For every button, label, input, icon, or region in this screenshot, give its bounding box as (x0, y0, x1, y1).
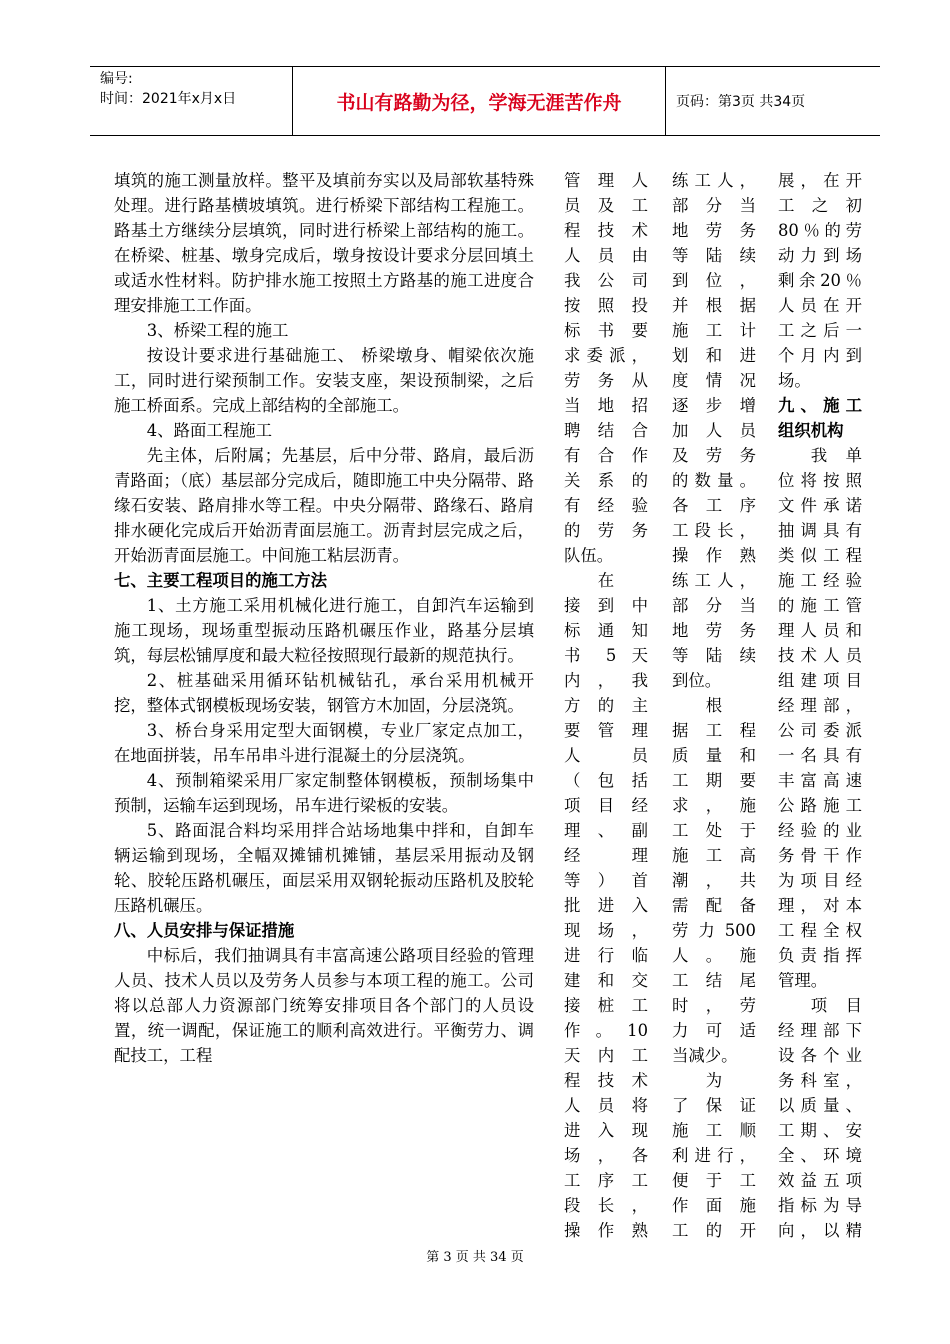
paragraph: 4、预制箱梁采用厂家定制整体钢模板，预制场集中预制，运输车运到现场，吊车进行梁板的安装。 (114, 771, 534, 815)
column-line: 公司委派 (778, 721, 862, 740)
column-line: 并根据 (672, 296, 756, 315)
column-line: 作面施 (672, 1196, 756, 1215)
column-line: 剩余20％ (778, 271, 862, 290)
column-line: 工之初 (778, 196, 862, 215)
paragraph: 中标后，我们抽调具有丰富高速公路项目经验的管理人员、技术人员以及劳务人员参与本项工程的施工。公司将以总部人力资源部门统筹安排项目各个部门的人员设置，统一调配，保证施工的顺利高效进行。平衡劳力、调配技工，工程 (114, 946, 534, 1065)
column-line: 为项目经 (778, 871, 862, 890)
column-line: 等陆续 (672, 246, 756, 265)
document-number-label: 编号: (100, 71, 133, 87)
column-line: 了保证 (672, 1096, 756, 1115)
column-line: 根 (705, 696, 723, 715)
page-header (90, 66, 880, 136)
column-line: 聘结合 (564, 421, 648, 440)
column-line: 员及工 (564, 196, 648, 215)
column-line: 80％的劳 (778, 221, 862, 240)
column-line: 接到中 (564, 596, 648, 615)
column-line: 有合作 (564, 446, 648, 465)
column-line: 到位， (672, 271, 756, 290)
column-line: 人 员 (564, 746, 648, 765)
column-line: 工序工 (564, 1171, 648, 1190)
column-line: 施工高 (672, 846, 756, 865)
column-line: 组建项目 (778, 671, 862, 690)
column-line: 施工经验 (778, 571, 862, 590)
column-line: 工期要 (672, 771, 756, 790)
narrow-column-4 (778, 168, 862, 1243)
column-line: 向，以精 (778, 1221, 862, 1240)
column-line: 按照投 (564, 296, 648, 315)
column-line: 作。10 (564, 1021, 648, 1040)
header-meta (90, 67, 293, 135)
column-line: 操作熟 (564, 1221, 648, 1240)
column-line: 负责指挥 (778, 946, 862, 965)
column-line: 段长， (564, 1196, 648, 1215)
column-line: 抽调具有 (778, 521, 862, 540)
column-line: 丰富高速 (778, 771, 862, 790)
header-page-label: 页码：第3页 共34页 (676, 94, 806, 110)
column-line: 人。施 (672, 946, 756, 965)
column-line: 管理人 (564, 171, 648, 190)
paragraph: 填筑的施工测量放样。整平及填前夯实以及局部软基特殊处理。进行路基横坡填筑。进行桥梁下部结构工程施工。路基土方继续分层填筑，同时进行桥梁上部结构的施工。在桥梁、桩基、墩身完成后，墩身按设计要求分层回填土或适水性材料。防护排水施工按照土方路基的施工进度合理安排施工工作面。 (114, 171, 534, 315)
column-line: 操作熟 (672, 546, 756, 565)
narrow-column-3 (672, 168, 756, 1243)
column-line: 工的开 (672, 1221, 756, 1240)
column-line: 效益五项 (778, 1171, 862, 1190)
column-line: 接桩工 (564, 996, 648, 1015)
document-time-label: 时间：2021年x月x日 (100, 91, 237, 107)
column-line: 以质量、 (778, 1096, 862, 1115)
column-line: 标书要 (564, 321, 648, 340)
column-line: 的数量。 (672, 471, 756, 490)
column-line: 等陆续 (672, 646, 756, 665)
column-line: 练工人， (672, 171, 756, 190)
column-line: 工处于 (672, 821, 756, 840)
column-line: 部分当 (672, 196, 756, 215)
column-line: 建和交 (564, 971, 648, 990)
column-line: 求，施 (672, 796, 756, 815)
column-line: 指标为导 (778, 1196, 862, 1215)
column-line: 地劳务 (672, 621, 756, 640)
column-line: 理，对本 (778, 896, 862, 915)
column-line: 项目 (810, 996, 862, 1015)
column-line: 一名具有 (778, 746, 862, 765)
column-line: 潮，共 (672, 871, 756, 890)
column-line: 练工人， (672, 571, 756, 590)
column-heading-line: 九、施工 (778, 396, 862, 415)
column-line: 程技术 (564, 1071, 648, 1090)
column-line: 队伍。 (564, 546, 614, 565)
column-line: 经理部下 (778, 1021, 862, 1040)
column-line: 及劳务 (672, 446, 756, 465)
column-line: 经 理 (564, 846, 648, 865)
column-line: 类似工程 (778, 546, 862, 565)
narrow-column-2 (564, 168, 648, 1243)
column-line: 场。 (778, 371, 811, 390)
paragraph: 按设计要求进行基础施工、 桥梁墩身、帽梁依次施工，同时进行梁预制工作。安装支座，架设预制梁，之后施工桥面系。完成上部结构的全部施工。 (114, 346, 534, 415)
paragraph: 先主体，后附属；先基层，后中分带、路肩，最后沥青路面；（底）基层部分完成后，随即施工中央分隔带、路缘石安装、路肩排水等工程。中央分隔带、路缘石、路肩排水硬化完成后开始沥青面层施工。沥青封层完成之后，开始沥青面层施工。中间施工粘层沥青。 (114, 446, 534, 565)
column-line: 利进行， (672, 1146, 756, 1165)
column-line: 务骨干作 (778, 846, 862, 865)
column-line: 施工顺 (672, 1121, 756, 1140)
column-line: 场，各 (564, 1146, 648, 1165)
column-line: 公路施工 (778, 796, 862, 815)
header-motto: 书山有路勤为径，学海无涯苦作舟 (293, 67, 666, 135)
column-line: 务科室， (778, 1071, 862, 1090)
column-line: 便于工 (672, 1171, 756, 1190)
column-line: 全、环境 (778, 1146, 862, 1165)
column-line: 进入现 (564, 1121, 648, 1140)
column-line: 位将按照 (778, 471, 862, 490)
column-line: 逐步增 (672, 396, 756, 415)
paragraph: 3、桥台身采用定型大面钢模，专业厂家定点加工，在地面拼装，吊车吊串斗进行混凝土的分层浇筑。 (114, 721, 534, 765)
paragraph: 4、路面工程施工 (146, 421, 272, 440)
column-line: 为 (705, 1071, 723, 1090)
column-line: 个月内到 (778, 346, 862, 365)
column-line: 据工程 (672, 721, 756, 740)
column-line: 程技术 (564, 221, 648, 240)
section-heading: 七、主要工程项目的施工方法 (114, 571, 328, 590)
paragraph: 2、桩基础采用循环钻机械钻孔，承台采用机械开挖，整体式钢模板现场安装，钢管方木加固，分层浇筑。 (114, 671, 534, 715)
column-line: 展，在开 (778, 171, 862, 190)
column-line: 加人员 (672, 421, 756, 440)
column-line: 力可适 (672, 1021, 756, 1040)
column-line: （包括 (564, 771, 648, 790)
paragraph: 3、桥梁工程的施工 (146, 321, 289, 340)
column-line: 管理。 (778, 971, 828, 990)
column-line: 各工序 (672, 496, 756, 515)
column-line: 天内工 (564, 1046, 648, 1065)
column-line: 人员在开 (778, 296, 862, 315)
column-line: 需配备 (672, 896, 756, 915)
column-line: 工结尾 (672, 971, 756, 990)
column-line: 标通知 (564, 621, 648, 640)
paragraph: 5、路面混合料均采用拌合站场地集中拌和，自卸车辆运输到现场，全幅双摊铺机摊铺，基层采用振动及钢轮、胶轮压路机碾压，面层采用双钢轮振动压路机及胶轮压路机碾压。 (114, 821, 534, 915)
column-line: 我单 (810, 446, 862, 465)
page-footer: 第 3 页 共 34 页 (426, 1250, 524, 1265)
main-text-column (114, 168, 534, 1068)
column-line: 求委派， (564, 346, 648, 365)
column-line: 理人员和 (778, 621, 862, 640)
column-line: 工期、安 (778, 1121, 862, 1140)
column-line: 在 (597, 571, 615, 590)
column-line: 质量和 (672, 746, 756, 765)
column-line: 部分当 (672, 596, 756, 615)
column-line: 经理部， (778, 696, 862, 715)
section-heading: 八、人员安排与保证措施 (114, 921, 295, 940)
column-line: 劳务从 (564, 371, 648, 390)
column-line: 有经验 (564, 496, 648, 515)
column-line: 理、副 (564, 821, 648, 840)
column-line: 方的主 (564, 696, 648, 715)
column-line: 我公司 (564, 271, 648, 290)
column-line: 项目经 (564, 796, 648, 815)
column-line: 等）首 (564, 871, 648, 890)
column-line: 到位。 (672, 671, 722, 690)
column-line: 经验的业 (778, 821, 862, 840)
column-line: 文件承诺 (778, 496, 862, 515)
column-line: 工之后一 (778, 321, 862, 340)
column-line: 动力到场 (778, 246, 862, 265)
column-line: 要管理 (564, 721, 648, 740)
column-line: 现场， (564, 921, 648, 940)
column-line: 时，劳 (672, 996, 756, 1015)
column-line: 施工计 (672, 321, 756, 340)
paragraph: 1、土方施工采用机械化进行施工，自卸汽车运输到施工现场，现场重型振动压路机碾压作业，路基分层填筑，每层松铺厚度和最大粒径按照现行最新的规范执行。 (114, 596, 534, 665)
column-line: 的劳务 (564, 521, 648, 540)
column-line: 技术人员 (778, 646, 862, 665)
column-line: 工程全权 (778, 921, 862, 940)
column-line: 内，我 (564, 671, 648, 690)
column-line: 人员由 (564, 246, 648, 265)
column-line: 当地招 (564, 396, 648, 415)
column-line: 书 5 天 (564, 646, 648, 665)
column-line: 劳力500 (672, 921, 756, 940)
column-line: 设各个业 (778, 1046, 862, 1065)
column-line: 关系的 (564, 471, 648, 490)
column-line: 当减少。 (672, 1046, 738, 1065)
column-line: 的施工管 (778, 596, 862, 615)
column-heading-line: 组织机构 (778, 421, 844, 440)
column-line: 进行临 (564, 946, 648, 965)
column-line: 地劳务 (672, 221, 756, 240)
column-line: 度情况 (672, 371, 756, 390)
column-line: 人员将 (564, 1096, 648, 1115)
column-line: 划和进 (672, 346, 756, 365)
column-line: 工段长， (672, 521, 756, 540)
column-line: 批进入 (564, 896, 648, 915)
